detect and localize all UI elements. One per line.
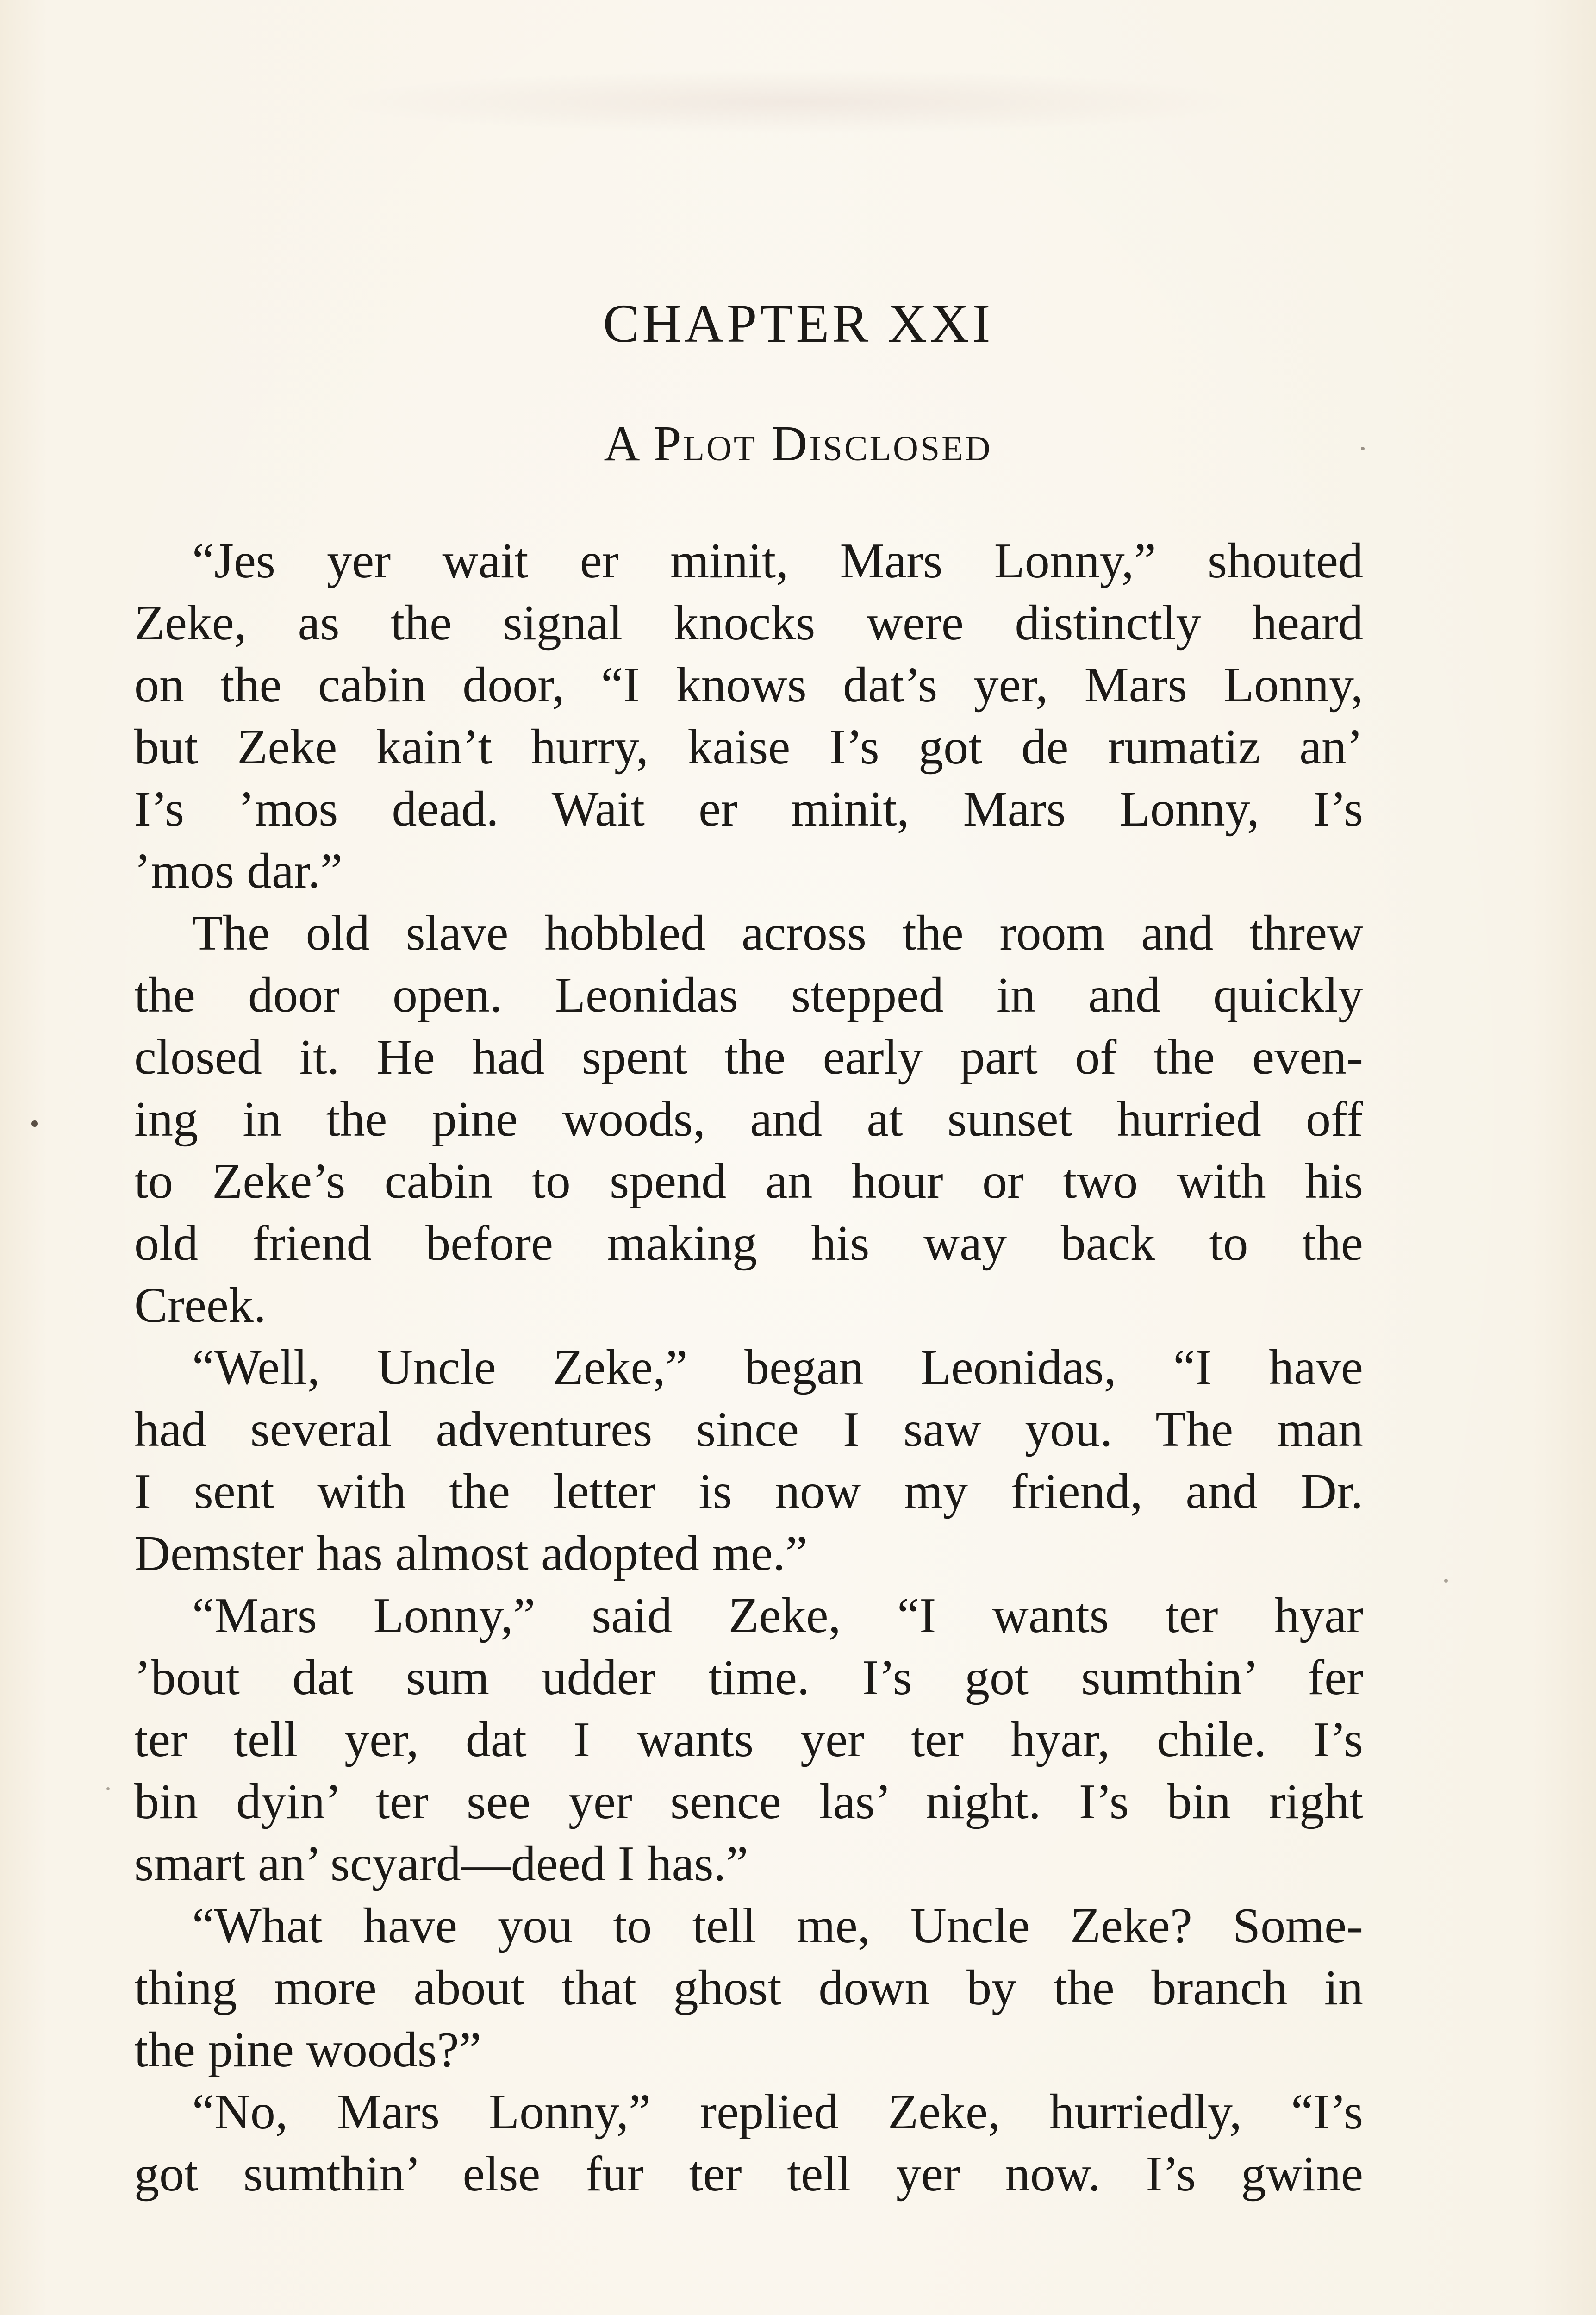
text-line: Zeke, as the signal knocks were distinctly heard — [134, 595, 1363, 651]
text-line: “Well, Uncle Zeke,” began Leonidas, “I have — [192, 1340, 1363, 1395]
text-line: on the cabin door, “I knows dat’s yer, Mars Lonny, — [134, 657, 1363, 713]
text-line: ter tell yer, dat I wants yer ter hyar, chile. I’s — [134, 1712, 1363, 1767]
text-line: closed it. He had spent the early part of the even- — [134, 1030, 1363, 1085]
paper-speck — [106, 1787, 110, 1790]
text-line: I’s ’mos dead. Wait er minit, Mars Lonny, I’s — [134, 782, 1363, 837]
chapter-title: CHAPTER XXI — [603, 293, 993, 354]
faint-bleedthrough — [333, 69, 1259, 134]
text-line: had several adventures since I saw you. The man — [134, 1402, 1363, 1457]
paper-speck — [1444, 1579, 1448, 1583]
text-line: The old slave hobbled across the room and threw — [192, 906, 1363, 961]
text-line: the pine woods?” — [134, 2022, 481, 2077]
text-line: “What have you to tell me, Uncle Zeke? Some- — [192, 1898, 1363, 1953]
text-line: “Jes yer wait er minit, Mars Lonny,” shouted — [192, 533, 1363, 588]
text-line: bin dyin’ ter see yer sence las’ night. I’s bin right — [134, 1774, 1363, 1829]
text-line: ’mos dar.” — [134, 844, 343, 899]
paper-speck — [1361, 447, 1365, 450]
chapter-subtitle: A Plot Disclosed — [604, 416, 992, 471]
paper-speck — [31, 1120, 38, 1127]
text-line: ’bout dat sum udder time. I’s got sumthin’ fer — [134, 1650, 1363, 1705]
text-line: “No, Mars Lonny,” replied Zeke, hurriedly, “I’s — [192, 2084, 1363, 2140]
text-line: but Zeke kain’t hurry, kaise I’s got de rumatiz an’ — [134, 720, 1363, 775]
text-line: “Mars Lonny,” said Zeke, “I wants ter hyar — [192, 1588, 1363, 1643]
text-line: I sent with the letter is now my friend, and Dr. — [134, 1464, 1363, 1519]
text-line: ing in the pine woods, and at sunset hurried off — [134, 1092, 1363, 1147]
text-line: to Zeke’s cabin to spend an hour or two with his — [134, 1154, 1363, 1209]
text-line: Demster has almost adopted me.” — [134, 1526, 808, 1581]
text-line: got sumthin’ else fur ter tell yer now. I’s gwine — [134, 2146, 1363, 2202]
text-line: smart an’ scyard—deed I has.” — [134, 1836, 748, 1891]
body-text — [134, 530, 1363, 2205]
text-line: Creek. — [134, 1278, 266, 1333]
text-line: old friend before making his way back to the — [134, 1216, 1363, 1271]
text-line: the door open. Leonidas stepped in and quickly — [134, 968, 1363, 1023]
text-line: thing more about that ghost down by the branch in — [134, 1960, 1363, 2015]
